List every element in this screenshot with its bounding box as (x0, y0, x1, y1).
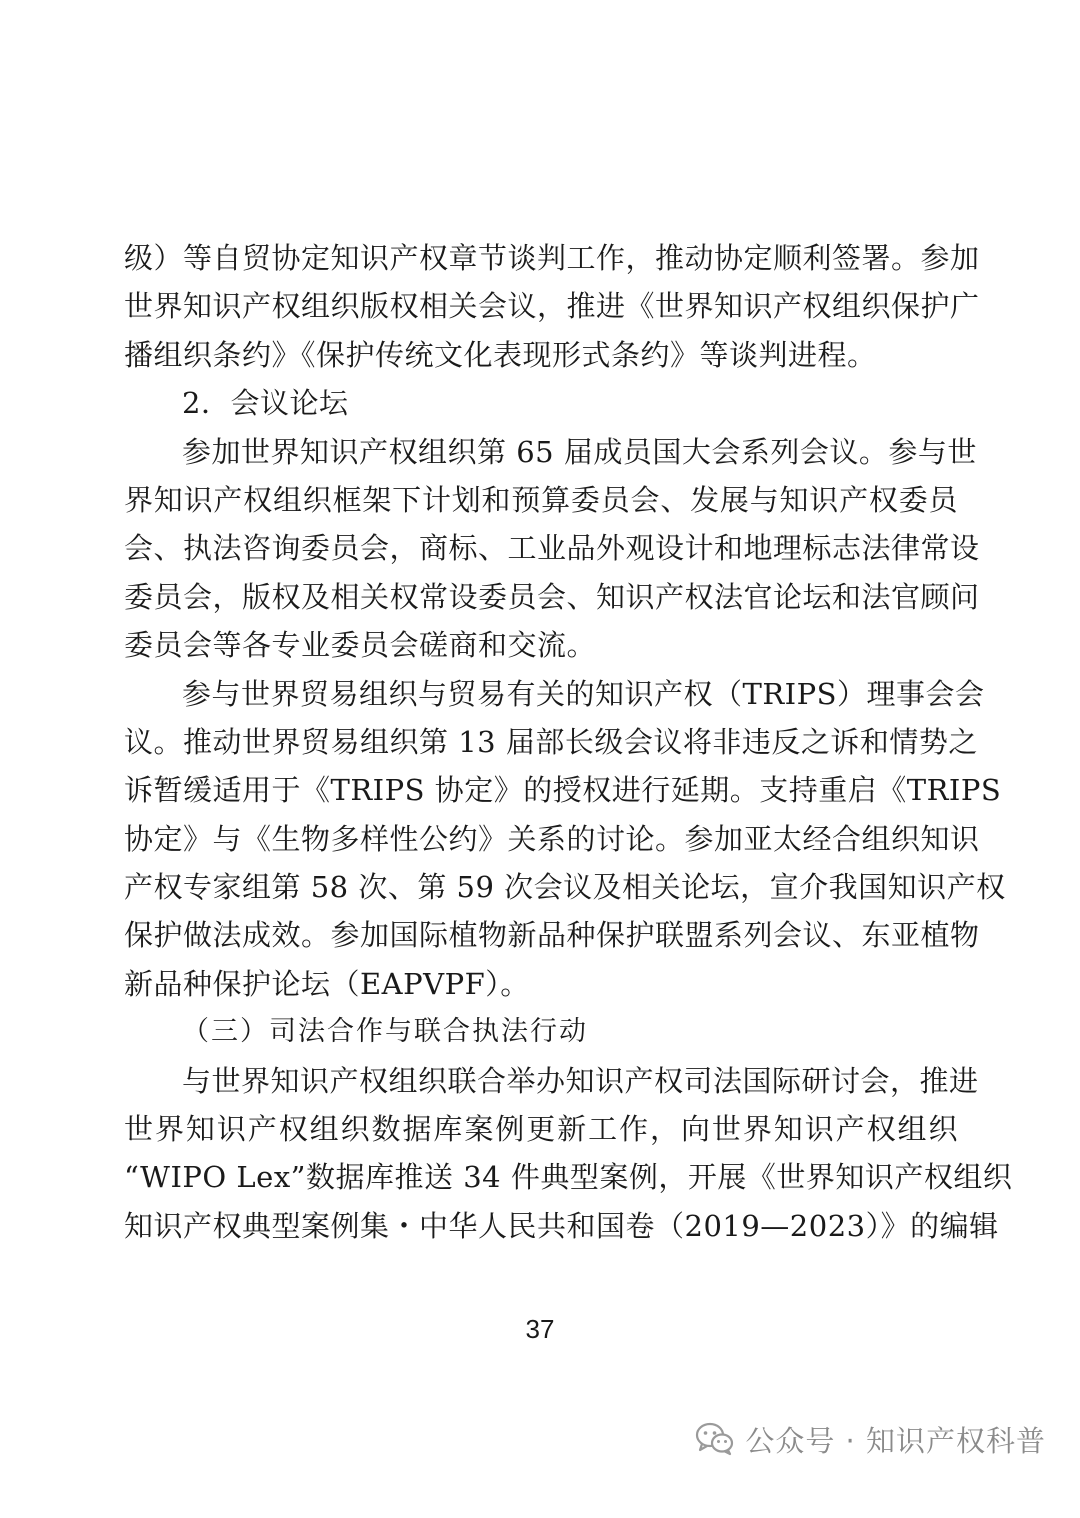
text-line: 世界知识产权组织数据库案例更新工作，向世界知识产权组织 (124, 1112, 958, 1147)
watermark-text: 公众号 · 知识产权科普 (745, 1423, 1046, 1458)
text-line: 产权专家组第 58 次、第 59 次会议及相关论坛，宣介我国知识产权 (124, 870, 1006, 905)
text-line: 委员会，版权及相关权常设委员会、知识产权法官论坛和法官顾问 (124, 579, 980, 614)
text-line: 协定》与《生物多样性公约》关系的讨论。参加亚太经合组织知识 (124, 821, 980, 856)
text-line: 世界知识产权组织版权相关会议，推进《世界知识产权组织保护广 (124, 289, 980, 324)
text-line: 议。推动世界贸易组织第 13 届部长级会议将非违反之诉和情势之 (124, 724, 978, 759)
text-line: 知识产权典型案例集・中华人民共和国卷（2019—2023）》的编辑 (124, 1208, 999, 1243)
wechat-icon (695, 1422, 735, 1456)
text-line: 委员会等各专业委员会磋商和交流。 (124, 628, 597, 663)
section-heading: （三）司法合作与联合执法行动 (182, 1016, 588, 1048)
text-line: 级）等自贸协定知识产权章节谈判工作，推动协定顺利签署。参加 (124, 241, 980, 275)
section-heading: 2．会议论坛 (182, 386, 349, 421)
text-line: 播组织条约》《保护传统文化表现形式条约》等谈判进程。 (124, 337, 877, 372)
body-text (124, 234, 1013, 1250)
text-line: 参加世界知识产权组织第 65 届成员国大会系列会议。参与世 (182, 434, 977, 469)
text-line: 诉暂缓适用于《TRIPS 协定》的授权进行延期。支持重启《TRIPS (124, 773, 1002, 808)
text-line: “WIPO Lex”数据库推送 34 件典型案例，开展《世界知识产权组织 (124, 1160, 1013, 1195)
text-line: 参与世界贸易组织与贸易有关的知识产权（TRIPS）理事会会 (182, 676, 985, 711)
page-number: 37 (525, 1314, 555, 1344)
text-line: 会、执法咨询委员会，商标、工业品外观设计和地理标志法律常设 (124, 531, 980, 566)
text-line: 界知识产权组织框架下计划和预算委员会、发展与知识产权委员 (124, 482, 958, 517)
watermark (695, 1414, 1046, 1464)
text-line: 与世界知识产权组织联合举办知识产权司法国际研讨会，推进 (182, 1063, 979, 1098)
text-line: 保护做法成效。参加国际植物新品种保护联盟系列会议、东亚植物 (124, 918, 980, 953)
text-line: 新品种保护论坛（EAPVPF）。 (124, 966, 530, 1001)
